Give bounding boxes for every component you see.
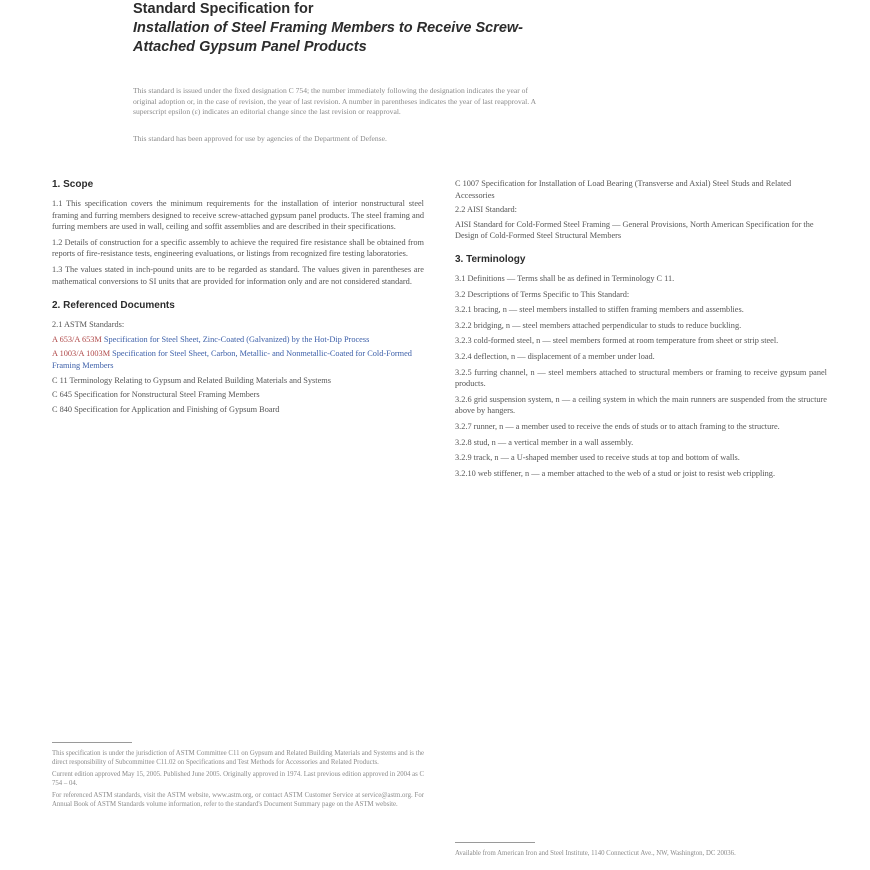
title-line-3: Attached Gypsum Panel Products xyxy=(133,39,367,55)
reference-link[interactable]: C 840 Specification for Application and Finishing of Gypsum Board xyxy=(52,404,280,414)
right-column xyxy=(455,178,827,483)
reference-link[interactable]: C 645 Specification for Nonstructural Steel Framing Members xyxy=(52,390,260,400)
reference-item xyxy=(52,348,424,371)
footnotes-right xyxy=(455,842,827,861)
paragraph-1-1: 1.1 This specification covers the minimum requirements for the installation of interior nonstructural steel framing and furring members designed to receive screw-attached gypsum panel products. The steel framing and furring members are used in wall, ceiling and soffit assemblies and are described in their specifications. xyxy=(52,199,424,232)
definition-paragraph: 3.2.7 runner, n — a member used to receive the ends of studs or to attach framing to the structure. xyxy=(455,421,780,431)
footnote-rule xyxy=(455,842,535,843)
definition-paragraph: 3.2 Descriptions of Terms Specific to This Standard: xyxy=(455,289,630,299)
title-line-1: Standard Specification for xyxy=(133,1,314,17)
reference-code[interactable]: A 653/A 653M xyxy=(52,334,102,344)
reference-item: AISI Standard for Cold-Formed Steel Framing — General Provisions, North American Specification for the Design of Cold-Formed Steel Structural Members xyxy=(455,219,814,241)
reference-link[interactable]: C 1007 Specification for Installation of Load Bearing (Transverse and Axial) Steel Studs and Related Accessories xyxy=(455,179,792,200)
definition-paragraph: 3.2.3 cold-formed steel, n — steel members formed at room temperature from sheet or strip steel. xyxy=(455,336,779,346)
reference-link[interactable]: Specification for Steel Sheet, Zinc-Coated (Galvanized) by the Hot-Dip Process xyxy=(103,334,370,344)
footnote-2: Current edition approved May 15, 2005. Published June 2005. Originally approved in 1974. Last previous edition approved in 2004 as C 754 – 04. xyxy=(52,771,424,787)
definition-paragraph: 3.2.2 bridging, n — steel members attached perpendicular to studs to reduce buckling. xyxy=(455,320,742,330)
footnote-1: This specification is under the jurisdiction of ASTM Committee C11 on Gypsum and Related Building Materials and Systems and is the direct responsibility of Subcommittee C11.02 on Specifications and Test Methods for Accessories and Related Products. xyxy=(52,750,424,766)
definition-paragraph: 3.2.5 furring channel, n — steel members attached to structural members or framing to receive gypsum panel products. xyxy=(455,367,827,389)
section-heading-terminology: 3. Terminology xyxy=(455,253,526,265)
footnote-3: For referenced ASTM standards, visit the ASTM website, www.astm.org, or contact ASTM Customer Service at service@astm.org. For Annual Book of ASTM Standards volume information, refer to the standard's Document Summary page on the ASTM website. xyxy=(52,792,424,808)
section-heading-referenced-documents: 2. Referenced Documents xyxy=(52,300,175,312)
definition-paragraph: 3.2.9 track, n — a U-shaped member used to receive studs at top and bottom of walls. xyxy=(455,453,740,463)
paragraph-1-3: 1.3 The values stated in inch-pound units are to be regarded as standard. The values given in parentheses are mathematical conversions to SI units that are provided for information only and are not considered standard. xyxy=(52,264,424,286)
reference-link[interactable]: C 11 Terminology Relating to Gypsum and Related Building Materials and Systems xyxy=(52,375,331,385)
reference-link[interactable]: Specification for Steel Sheet, Carbon, Metallic- and Nonmetallic-Coated for Cold-Formed Framing Members xyxy=(52,349,412,370)
designation-line-2: original adoption or, in the case of revision, the year of last revision. A number in parentheses indicates the year of last reapproval. A xyxy=(133,96,537,106)
definition-paragraph: 3.2.4 deflection, n — displacement of a member under load. xyxy=(455,351,655,361)
title-line-2: Installation of Steel Framing Members to Receive Screw- xyxy=(133,20,523,36)
approval-note: This standard has been approved for use by agencies of the Department of Defense. xyxy=(133,134,387,143)
definition-paragraph: 3.2.6 grid suspension system, n — a ceiling system in which the main runners are suspended from the structure above by hangers. xyxy=(455,394,827,416)
reference-item xyxy=(52,334,424,346)
designation-note xyxy=(133,86,738,118)
definition-paragraph: 3.2.1 bracing, n — steel members installed to stiffen framing members and assemblies. xyxy=(455,305,744,315)
footnote-rule xyxy=(52,742,132,743)
paragraph-1-2: 1.2 Details of construction for a specific assembly to achieve the required fire resistance shall be obtained from reports of fire-resistance tests, engineering evaluations, or listings from recognized fire testing laboratories. xyxy=(52,237,424,259)
definition-paragraph: 3.1 Definitions — Terms shall be as defined in Terminology C 11. xyxy=(455,273,675,283)
definition-paragraph: 3.2.10 web stiffener, n — a member attached to the web of a stud or joist to resist web crippling. xyxy=(455,468,776,478)
designation-line-3: superscript epsilon (ε) indicates an editorial change since the last revision or reapproval. xyxy=(133,107,401,116)
footnote-4: Available from American Iron and Steel Institute, 1140 Connecticut Ave., NW, Washington, DC 20036. xyxy=(455,850,736,857)
section-heading-scope: 1. Scope xyxy=(52,179,94,190)
left-column xyxy=(52,178,424,418)
designation-line-1: This standard is issued under the fixed designation C 754; the number immediately following the designation indicates the year of xyxy=(133,86,528,95)
definition-paragraph: 3.2.8 stud, n — a vertical member in a wall assembly. xyxy=(455,437,634,447)
reference-intro: 2.2 AISI Standard: xyxy=(455,205,517,215)
footnotes xyxy=(52,742,424,812)
reference-code[interactable]: A 1003/A 1003M xyxy=(52,349,111,359)
document-title xyxy=(133,0,753,57)
reference-intro: 2.1 ASTM Standards: xyxy=(52,320,125,330)
